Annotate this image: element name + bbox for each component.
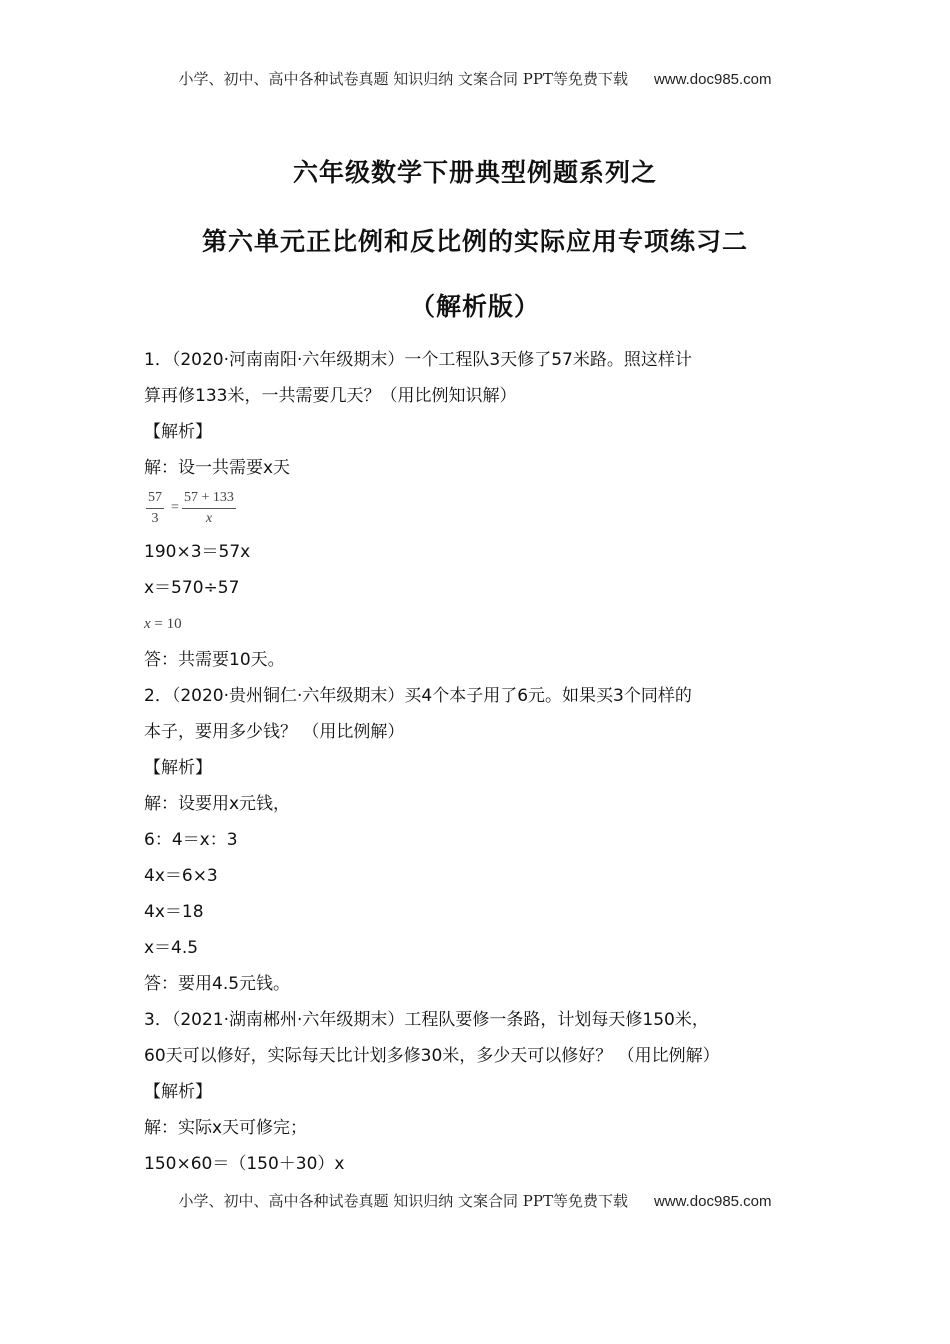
page-footer — [0, 1190, 950, 1211]
problem-2-analysis-label: 【解析】 — [144, 758, 212, 778]
problem-3-question-line-2: 60天可以修好，实际每天比计划多修30米，多少天可以修好？ （用比例解） — [144, 1046, 720, 1066]
problem-3-step-1: 150×60＝（150＋30）x — [144, 1154, 345, 1174]
problem-2-step-3: 4x＝18 — [144, 902, 204, 922]
footer-site: www.doc985.com — [653, 1193, 772, 1210]
title-line-3: （解析版） — [409, 292, 540, 321]
problem-2-step-4: x＝4.5 — [144, 938, 199, 958]
fraction-equals: = — [171, 500, 179, 515]
problem-2-step-2: 4x＝6×3 — [144, 866, 218, 886]
problem-1-step-2: x＝570÷57 — [144, 578, 240, 598]
problem-1-fraction-equation — [144, 486, 809, 534]
title-line-1: 六年级数学下册典型例题系列之 — [292, 158, 657, 187]
problem-2-question-line-1: 2．（2020·贵州铜仁·六年级期末）买4个本子用了6元。如果买3个同样的 — [144, 686, 692, 706]
fraction-left-denominator: 3 — [151, 511, 159, 526]
fraction-right — [182, 490, 236, 527]
problem-2-question-line-2: 本子，要用多少钱？ （用比例解） — [144, 722, 405, 742]
fraction-left — [146, 490, 164, 527]
problem-1-step-1: 190×3＝57x — [144, 542, 251, 562]
problem-3-question-line-1: 3．（2021·湖南郴州·六年级期末）工程队要修一条路，计划每天修150米， — [144, 1010, 709, 1030]
problem-1-question-line-1: 1．（2020·河南南阳·六年级期末）一个工程队3天修了57米路。照这样计 — [144, 350, 692, 370]
problem-1-answer: 答：共需要10天。 — [144, 650, 285, 670]
fraction-right-numerator: 57 + 133 — [182, 490, 236, 509]
header-site: www.doc985.com — [653, 71, 772, 88]
fraction-right-denominator: x — [205, 511, 213, 526]
problem-1-question-line-2: 算再修133米，一共需要几天？（用比例知识解） — [144, 386, 517, 406]
step-3-variable: x — [144, 616, 151, 632]
footer-text: 小学、初中、高中各种试卷真题 知识归纳 文案合同 PPT等免费下载 — [178, 1192, 628, 1210]
problem-1-step-3 — [144, 606, 809, 642]
problem-2-answer: 答：要用4.5元钱。 — [144, 974, 291, 994]
problem-2-solve: 解：设要用x元钱， — [144, 794, 291, 814]
problem-3-analysis-label: 【解析】 — [144, 1082, 212, 1102]
problem-3-solve: 解：实际x天可修完； — [144, 1118, 308, 1138]
step-3-rest: = 10 — [150, 616, 182, 632]
title-line-2: 第六单元正比例和反比例的实际应用专项练习二 — [201, 227, 748, 256]
fraction-left-numerator: 57 — [146, 490, 164, 509]
problem-1-solve: 解：设一共需要x天 — [144, 458, 291, 478]
problem-2-step-1: 6：4＝x：3 — [144, 830, 238, 850]
page-header — [0, 68, 950, 89]
header-text: 小学、初中、高中各种试卷真题 知识归纳 文案合同 PPT等免费下载 — [178, 70, 628, 88]
problem-1-analysis-label: 【解析】 — [144, 422, 212, 442]
document-body — [144, 342, 809, 1182]
